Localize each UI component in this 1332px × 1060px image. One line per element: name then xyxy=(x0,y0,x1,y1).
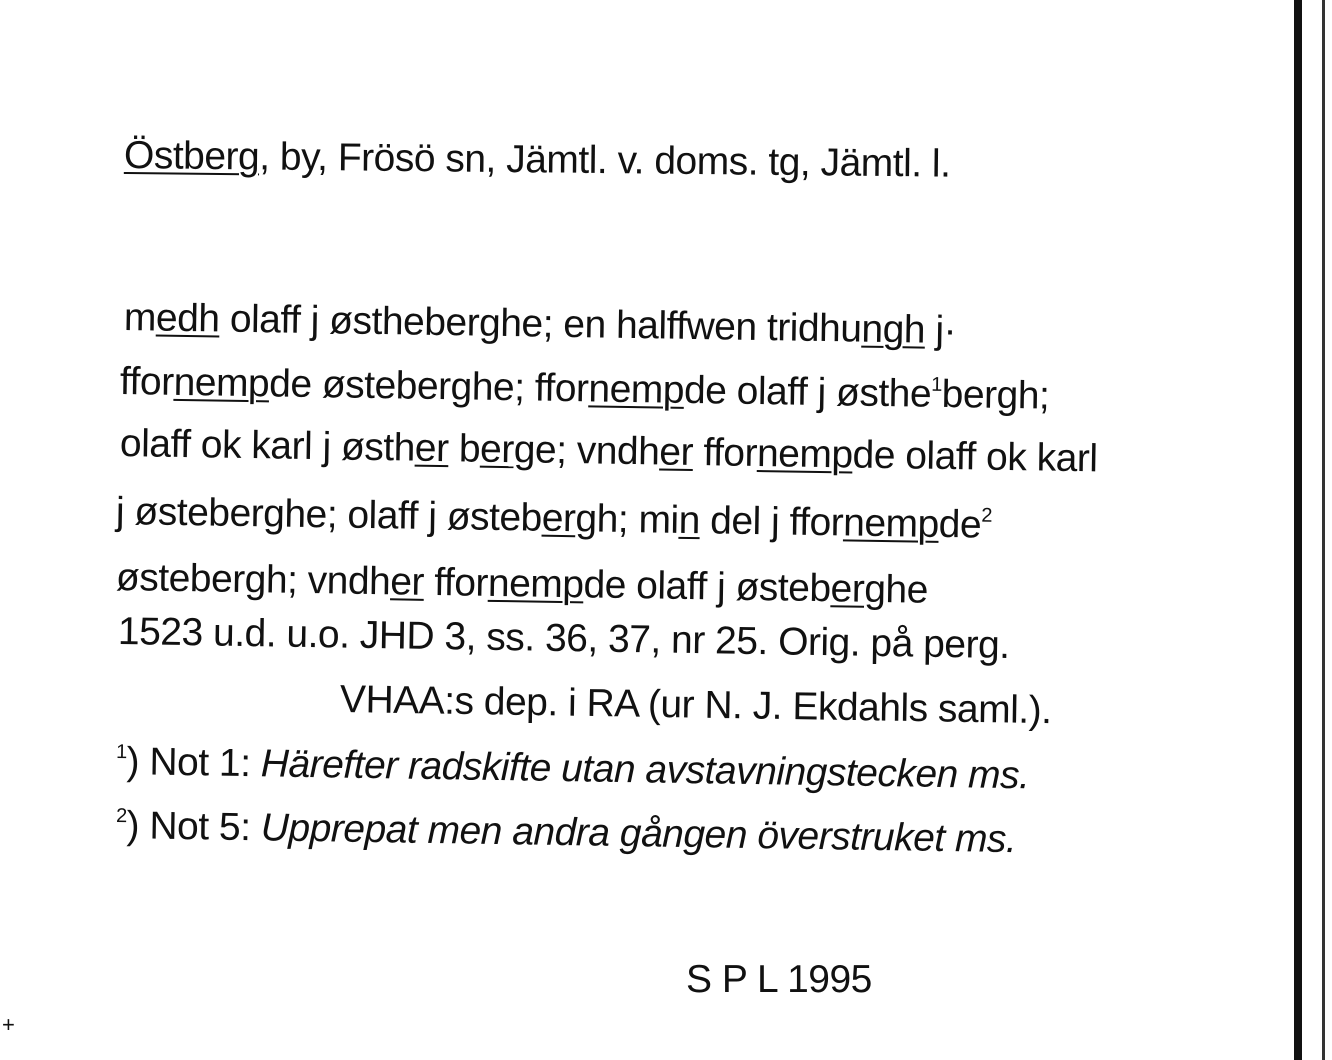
source-location: VHAA:s dep. i RA (ur N. J. Ekdahls saml.). xyxy=(339,678,1052,733)
text-segment: ffor xyxy=(119,360,174,404)
abbreviation-expansion: er xyxy=(479,427,515,472)
text-segment: m xyxy=(123,296,157,340)
abbreviation-expansion: n xyxy=(678,498,701,543)
footnote-label: ) Not 5: xyxy=(126,804,262,850)
abbreviation-expansion: nemp xyxy=(588,367,685,412)
transcription-line-3 xyxy=(119,422,1098,481)
place-name: Östberg xyxy=(123,134,260,179)
abbreviation-expansion: ngh xyxy=(861,307,926,352)
abbreviation-expansion: nemp xyxy=(173,360,270,406)
text-segment: de xyxy=(938,502,982,547)
corner-mark: + xyxy=(2,1012,15,1037)
text-segment: de østeberghe; ffor xyxy=(268,362,589,411)
text-segment: de olaff ok karl xyxy=(852,433,1098,481)
heading-details: , by, Frösö sn, Jämtl. v. doms. tg, Jämtl. l. xyxy=(259,135,951,186)
transcription-line-2 xyxy=(120,362,1050,416)
footnote-text: Härefter radskifte utan avstavningstecken ms. xyxy=(260,742,1030,798)
transcription-line-1 xyxy=(123,296,957,353)
abbreviation-expansion: nemp xyxy=(756,432,853,477)
text-segment: ffor xyxy=(423,560,489,605)
abbreviation-expansion: er xyxy=(659,430,694,474)
text-segment: j· xyxy=(924,308,957,353)
signature: S P L 1995 xyxy=(686,958,872,1001)
text-segment: olaff j østheberghe; en halffwen tridhu xyxy=(219,297,862,351)
card-edge-line xyxy=(1294,0,1302,1060)
text-segment: de olaff j østeb xyxy=(583,563,831,611)
text-segment: de olaff j østhe xyxy=(683,368,932,416)
text-segment: del j ffor xyxy=(699,499,844,545)
text-segment: b xyxy=(448,427,481,471)
abbreviation-expansion: nemp xyxy=(842,501,940,546)
text-segment: østebergh; vndh xyxy=(115,556,391,604)
text-segment: ffor xyxy=(692,431,758,476)
abbreviation-expansion: er xyxy=(414,426,449,471)
abbreviation-expansion: nemp xyxy=(487,561,584,607)
abbreviation-expansion: er xyxy=(541,496,576,541)
text-segment: j østeberghe; olaff j østeb xyxy=(115,490,543,540)
card-heading xyxy=(124,136,951,184)
transcription-line-4 xyxy=(116,492,992,545)
source-reference: 1523 u.d. u.o. JHD 3, ss. 36, 37, nr 25. Orig. på perg. xyxy=(117,610,1010,668)
transcription-line-5 xyxy=(116,558,928,610)
footnote-1 xyxy=(115,740,1030,798)
text-segment: ge; vndh xyxy=(513,428,660,474)
footnote-marker: 2 xyxy=(115,805,127,828)
footnote-marker: 1 xyxy=(115,741,127,764)
card-edge-line xyxy=(1322,0,1325,1060)
text-segment: ghe xyxy=(863,567,929,612)
footnote-label: ) Not 1: xyxy=(126,740,262,786)
abbreviation-expansion: er xyxy=(389,560,425,604)
text-segment: bergh; xyxy=(941,372,1050,418)
abbreviation-expansion: er xyxy=(830,567,865,611)
abbreviation-expansion: edh xyxy=(155,296,220,341)
footnote-marker: 2 xyxy=(981,504,993,527)
footnote-marker: 1 xyxy=(931,373,943,396)
text-segment: gh; mi xyxy=(575,497,680,542)
text-segment: olaff ok karl j østh xyxy=(119,422,416,470)
footnote-text: Upprepat men andra gången överstruket ms. xyxy=(260,806,1017,862)
footnote-2 xyxy=(115,804,1017,862)
